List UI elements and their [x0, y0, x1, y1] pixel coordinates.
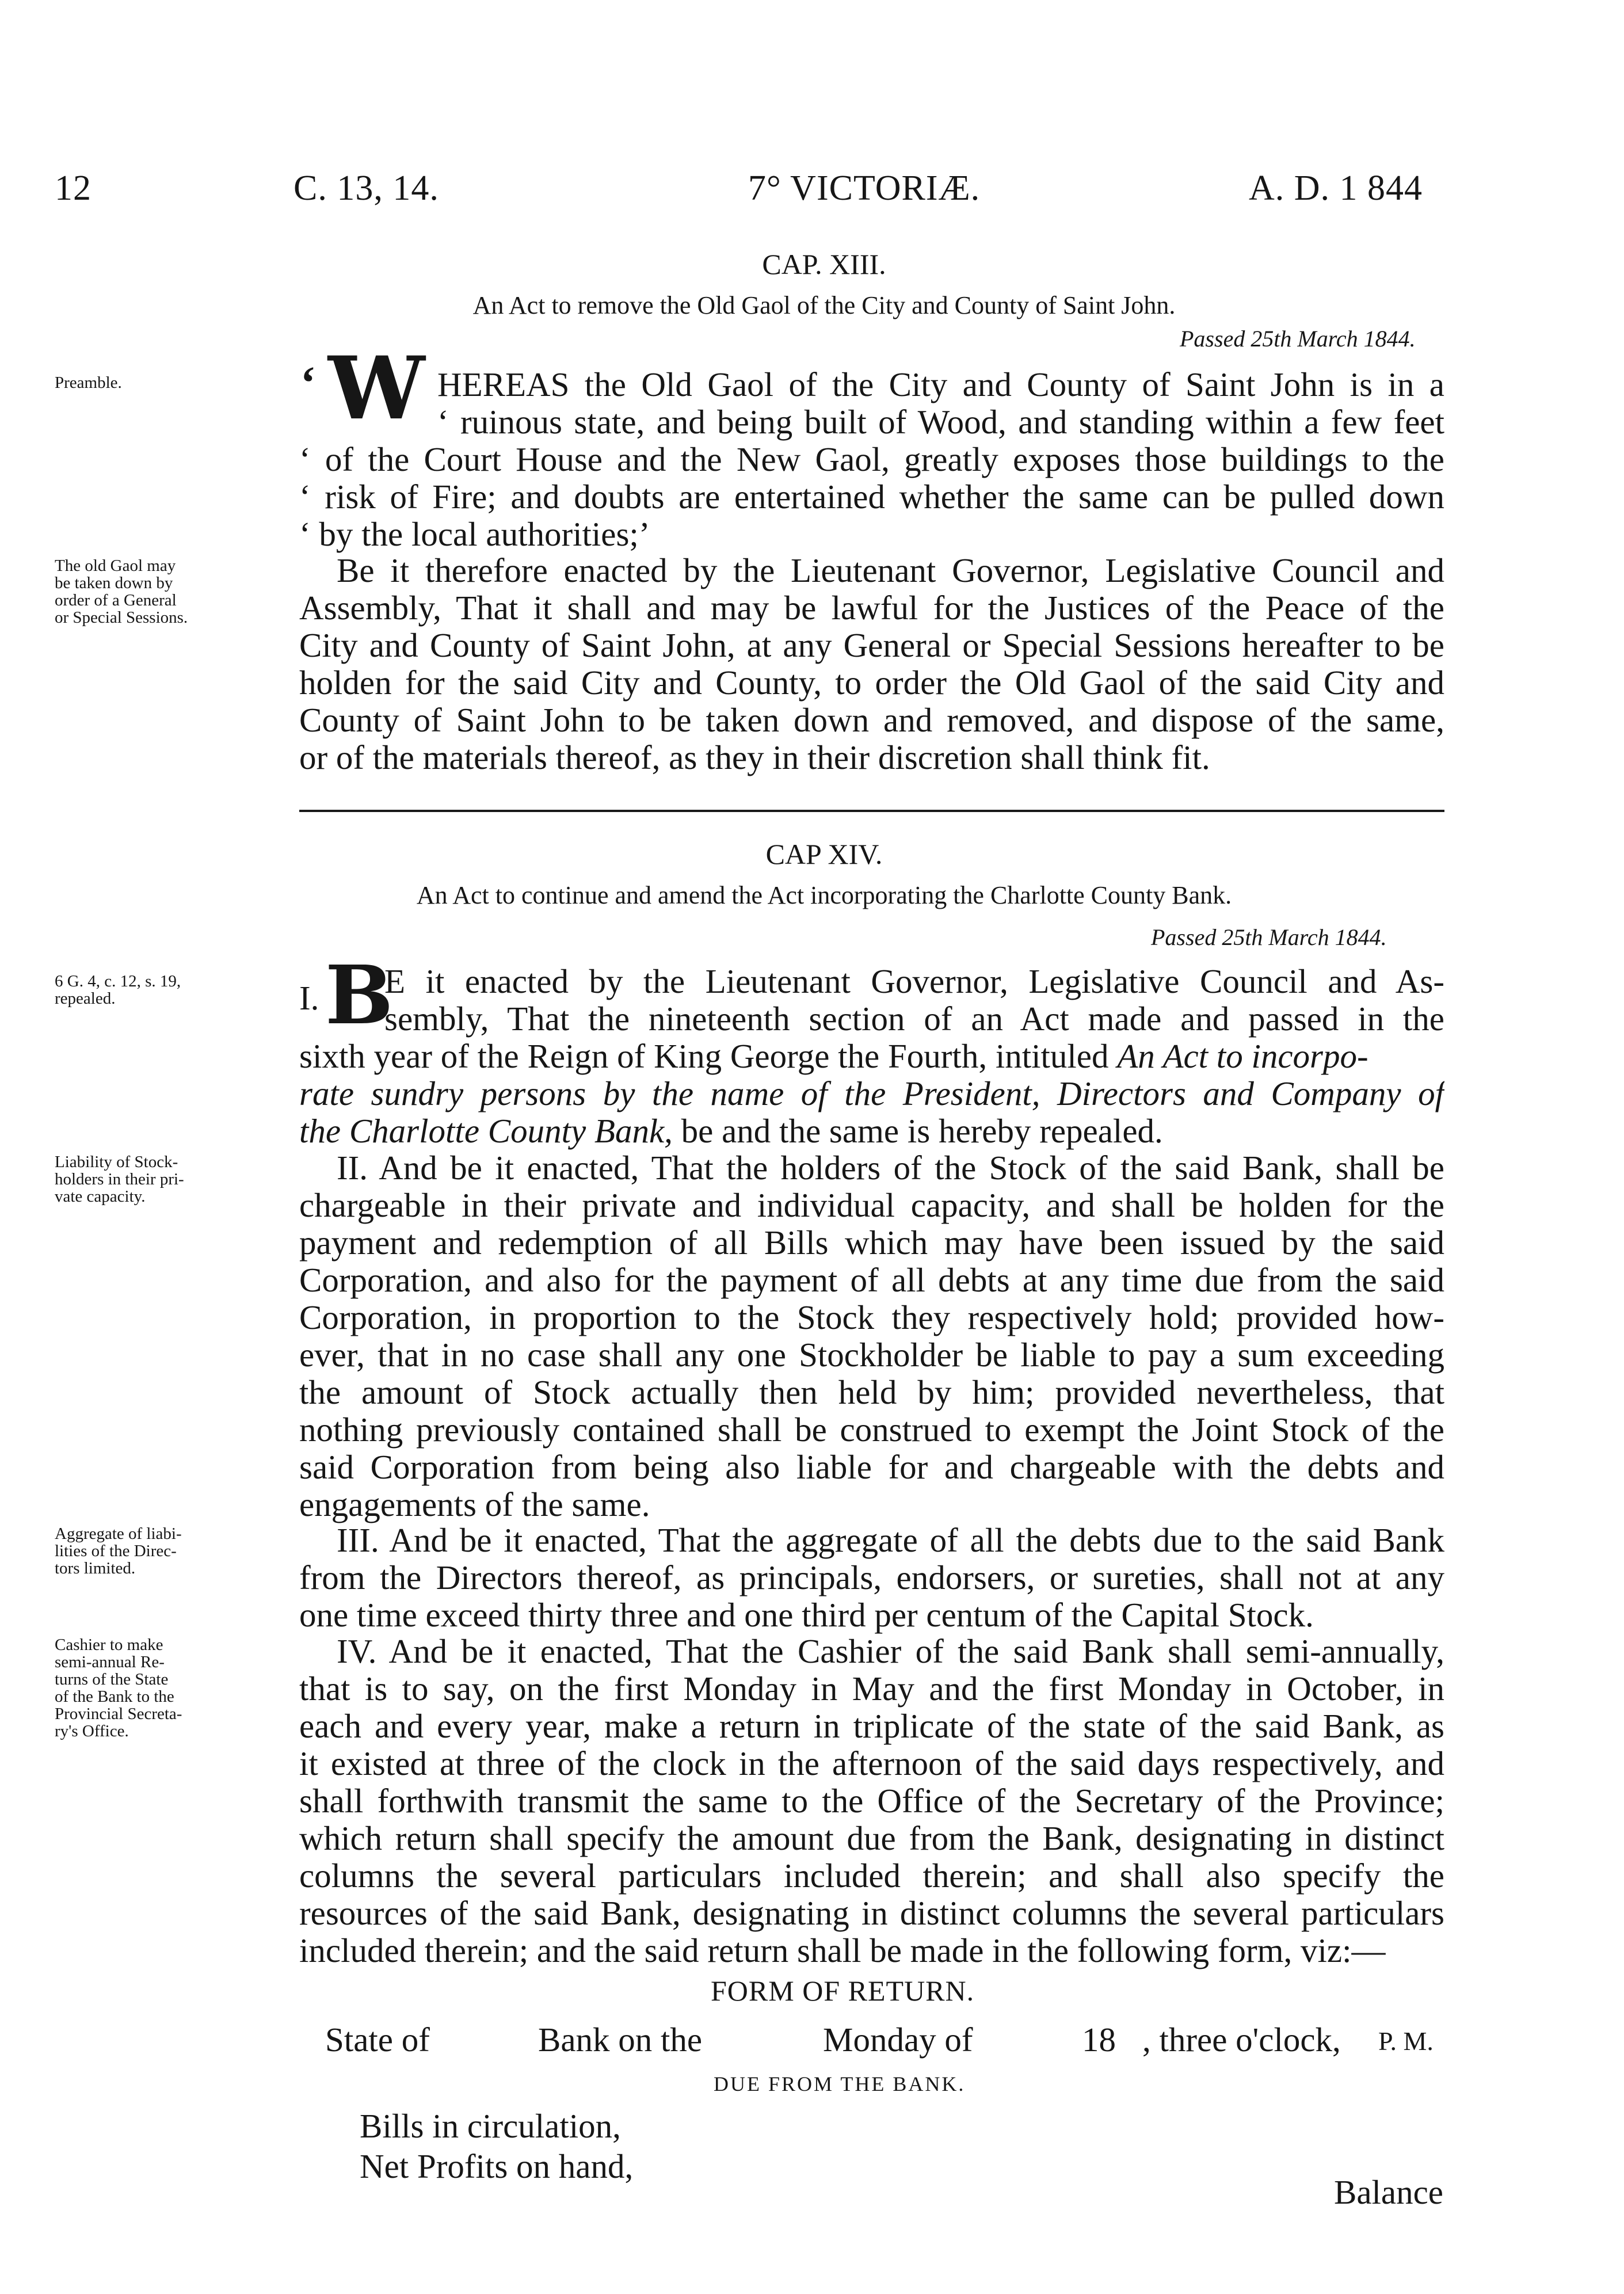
- cap14-italic-title: An Act to incorpo-: [1117, 1037, 1368, 1075]
- margin-note-line: Liability of Stock-: [55, 1153, 178, 1171]
- chapter-range: C. 13, 14.: [293, 169, 439, 208]
- drop-cap-b: B: [325, 948, 394, 1043]
- margin-note-line: ry's Office.: [55, 1722, 129, 1740]
- cap14-s1-line: rate sundry persons by the name of the President, Directors and Company of: [299, 1074, 1444, 1112]
- margin-note-preamble: Preamble.: [55, 374, 122, 392]
- cap13-line: Be it therefore enacted by the Lieutenant Governor, Legislative Council and: [337, 551, 1444, 589]
- margin-note-line: semi-annual Re-: [55, 1653, 165, 1671]
- margin-note-old-gaol: [55, 557, 285, 626]
- cap14-s1-line: E it enacted by the Lieutenant Governor, Legislative Council and As-: [384, 962, 1444, 1000]
- margin-note-line: lities of the Direc-: [55, 1542, 177, 1560]
- margin-note-aggregate: [55, 1525, 285, 1577]
- form-eighteen: 18: [1082, 2021, 1116, 2059]
- cap14-s2-line: ever, that in no case shall any one Stockholder be liable to pay a sum exceeding: [299, 1336, 1444, 1374]
- cap14-s2-line: engagements of the same.: [299, 1485, 650, 1523]
- cap13-line: HEREAS the Old Gaol of the City and County of Saint John is in a: [437, 365, 1444, 403]
- cap14-s3-line: one time exceed thirty three and one third per centum of the Capital Stock.: [299, 1596, 1314, 1634]
- opening-quote-mark: ‘: [300, 358, 316, 409]
- cap14-s2-line: Corporation, in proportion to the Stock they respectively hold; provided how-: [299, 1298, 1444, 1336]
- margin-note-line: The old Gaol may: [55, 557, 176, 575]
- cap13-title: An Act to remove the Old Gaol of the City and County of Saint John.: [472, 291, 1176, 319]
- cap14-s1-line-mixed: [299, 1112, 1444, 1150]
- reign-heading: 7° VICTORIÆ.: [748, 169, 981, 208]
- cap14-s1-line-mixed: [299, 1037, 1444, 1076]
- cap14-passed-date: Passed 25th March 1844.: [1151, 924, 1387, 950]
- form-monday-of: Monday of: [823, 2021, 973, 2059]
- cap14-s2-line: nothing previously contained shall be construed to exempt the Joint Stock of the: [299, 1411, 1444, 1449]
- cap14-s4-line: that is to say, on the first Monday in May and the first Monday in October, in: [299, 1670, 1444, 1708]
- margin-note-liability: [55, 1153, 285, 1205]
- cap14-s1-line: sembly, That the nineteenth section of an Act made and passed in the: [384, 1000, 1444, 1038]
- cap14-s4-line: each and every year, make a return in triplicate of the state of the said Bank, as: [299, 1707, 1444, 1745]
- margin-note-cashier: [55, 1636, 285, 1740]
- cap14-s2-line: Corporation, and also for the payment of all debts at any time due from the said: [299, 1261, 1444, 1299]
- cap13-line: ‘ of the Court House and the New Gaol, greatly exposes those buildings to the: [299, 440, 1444, 478]
- cap14-s4-line: resources of the said Bank, designating in distinct columns the several particulars: [299, 1894, 1444, 1932]
- form-state-of: State of: [325, 2021, 430, 2059]
- cap13-line: or of the materials thereof, as they in their discretion shall think fit.: [299, 738, 1210, 776]
- cap14-s3-line: from the Directors thereof, as principals, endorsers, or sureties, shall not at any: [299, 1558, 1444, 1596]
- cap13-passed-date: Passed 25th March 1844.: [1180, 326, 1416, 352]
- form-net-profits: Net Profits on hand,: [360, 2147, 634, 2185]
- form-pm: P. M.: [1378, 2026, 1434, 2056]
- cap14-italic-bank: the Charlotte County Bank,: [299, 1112, 673, 1150]
- cap14-s2-line: payment and redemption of all Bills which may have been issued by the said: [299, 1224, 1444, 1262]
- cap14-heading: CAP XIV.: [765, 838, 883, 870]
- drop-cap-w: W: [328, 338, 425, 439]
- cap13-heading: CAP. XIII.: [762, 248, 886, 280]
- form-bank-on-the: Bank on the: [538, 2021, 703, 2059]
- cap13-line: City and County of Saint John, at any General or Special Sessions hereafter to be: [299, 626, 1444, 664]
- margin-note-line: be taken down by: [55, 574, 173, 592]
- section-one-number: I.: [299, 979, 319, 1017]
- cap13-line: holden for the said City and County, to order the Old Gaol of the said City and: [299, 664, 1444, 702]
- cap14-s4-line: included therein; and the said return shall be made in the following form, viz:—: [299, 1931, 1386, 1969]
- cap14-s1-text: sixth year of the Reign of King George the Fourth, intituled: [299, 1037, 1109, 1075]
- form-balance: Balance: [1334, 2173, 1443, 2211]
- cap13-line: ‘ ruinous state, and being built of Wood, and standing within a few feet: [437, 403, 1444, 441]
- cap14-s2-line: the amount of Stock actually then held by him; provided nevertheless, that: [299, 1373, 1444, 1411]
- margin-note-line: holders in their pri-: [55, 1170, 184, 1188]
- cap14-s3-line: III. And be it enacted, That the aggregate of all the debts due to the said Bank: [337, 1521, 1444, 1559]
- cap13-line: Assembly, That it shall and may be lawful for the Justices of the Peace of the: [299, 589, 1444, 627]
- cap14-s4-line: shall forthwith transmit the same to the Office of the Secretary of the Province;: [299, 1782, 1444, 1820]
- cap14-title: An Act to continue and amend the Act incorporating the Charlotte County Bank.: [416, 881, 1232, 909]
- margin-note-line: 6 G. 4, c. 12, s. 19,: [55, 972, 181, 990]
- cap14-s4-line: which return shall specify the amount due from the Bank, designating in distinct: [299, 1819, 1444, 1857]
- cap14-s4-line: columns the several particulars included therein; and shall also specify the: [299, 1857, 1444, 1895]
- cap13-line: County of Saint John to be taken down and removed, and dispose of the same,: [299, 701, 1444, 739]
- margin-note-line: of the Bank to the: [55, 1687, 174, 1706]
- margin-note-line: or Special Sessions.: [55, 608, 188, 627]
- margin-note-line: order of a General: [55, 591, 177, 609]
- year-heading: A. D. 1 844: [1249, 169, 1423, 208]
- margin-note-line: tors limited.: [55, 1559, 136, 1577]
- margin-note-line: vate capacity.: [55, 1187, 146, 1206]
- page-number: 12: [55, 169, 92, 208]
- form-three-oclock: , three o'clock,: [1142, 2021, 1341, 2059]
- section-divider: [299, 810, 1444, 812]
- cap14-s1-text: be and the same is hereby repealed.: [681, 1112, 1163, 1150]
- form-bills-in-circulation: Bills in circulation,: [360, 2107, 621, 2145]
- margin-note-line: Provincial Secreta-: [55, 1705, 182, 1723]
- due-from-bank-heading: DUE FROM THE BANK.: [714, 2072, 966, 2095]
- margin-note-line: repealed.: [55, 989, 116, 1008]
- margin-note-line: Aggregate of liabi-: [55, 1525, 182, 1543]
- form-heading: FORM OF RETURN.: [711, 1975, 975, 2007]
- cap14-s2-line: chargeable in their private and individual capacity, and shall be holden for the: [299, 1186, 1444, 1224]
- margin-note-line: turns of the State: [55, 1670, 169, 1689]
- margin-note-repealed: [55, 973, 285, 1007]
- cap13-line: ‘ by the local authorities;’: [299, 515, 650, 553]
- cap14-s4-line: IV. And be it enacted, That the Cashier of the said Bank shall semi-annually,: [337, 1632, 1444, 1670]
- cap14-s2-line: II. And be it enacted, That the holders of the Stock of the said Bank, shall be: [337, 1149, 1444, 1187]
- cap13-line: ‘ risk of Fire; and doubts are entertained whether the same can be pulled down: [299, 478, 1444, 516]
- cap14-s2-line: said Corporation from being also liable for and chargeable with the debts and: [299, 1448, 1444, 1486]
- margin-note-line: Cashier to make: [55, 1636, 163, 1654]
- cap14-s4-line: it existed at three of the clock in the afternoon of the said days respectively, and: [299, 1744, 1444, 1782]
